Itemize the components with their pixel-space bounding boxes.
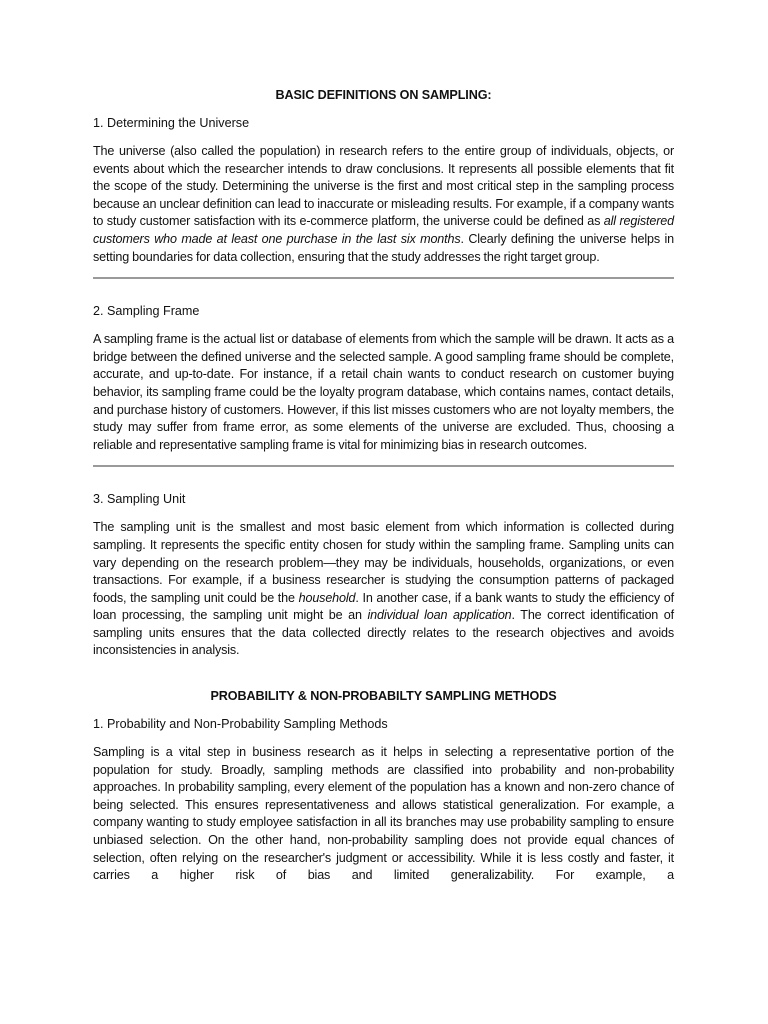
section-title-sampling-methods: PROBABILITY & NON-PROBABILTY SAMPLING METHODS [210,689,557,704]
paragraph-text: The sampling unit is the smallest and most basic element from which information is collected during sampling. It represents the specific entity chosen for study within the sampling frame. Sampling units can vary depending on the research problem—they may be individuals, households, organizations, or even transactions. For example, if a business researcher is studying the consumption patterns of packaged foods, the sampling unit could be the [93,520,674,605]
paragraph-text: . The correct identification of sampling units ensures that the data collected directly relates to the research objectives and avoids inconsistencies in analysis. [93,608,674,658]
paragraph-emphasis: all registered customers who made at least one purchase in the last six months [93,214,674,246]
section-title-basic-definitions: BASIC DEFINITIONS ON SAMPLING: [275,88,492,102]
paragraph-text: . Clearly defining the universe helps in setting boundaries for data collection, ensuring that the study addresses the right target group. [93,231,675,264]
subheading-sampling-unit: 3. Sampling Unit [93,492,186,507]
paragraph-sampling-unit [93,519,674,660]
subheading-determining-universe: 1. Determining the Universe [93,116,250,130]
subheading-probability-methods: 1. Probability and Non-Probability Sampling Methods [93,717,388,732]
paragraph-probability-methods: Sampling is a vital step in business research as it helps in selecting a representative portion of the population for study. Broadly, sampling methods are classified into probability and non-probability approaches. In probability sampling, every element of the population has a known and non-zero chance of being selected. This ensures representativeness and allows statistical generalization. For example, a company wanting to study employee satisfaction in all its branches may use probability sampling to ensure unbiased selection. On the other hand, non-probability sampling does not provide equal chances of selection, often relying on the researcher's judgment or accessibility. While it is less costly and faster, it carries a higher risk of bias and limited generalizability. For example, a [93,745,674,883]
paragraph-emphasis: household [298,590,356,605]
paragraph-emphasis: individual loan application [367,608,512,623]
paragraph-determining-universe [93,143,674,266]
paragraph-sampling-frame: A sampling frame is the actual list or database of elements from which the sample will be drawn. It acts as a bridge between the defined universe and the selected sample. A good sampling frame should be complete, accurate, and up-to-date. For instance, if a retail chain wants to conduct research on customer buying behavior, its sampling frame could be the loyalty program database, which contains names, contact details, and purchase history of customers. However, if this list misses customers who are not loyalty members, the study may suffer from frame error, as some elements of the universe are excluded. Thus, choosing a reliable and representative sampling frame is vital for minimizing bias in research outcomes. [93,332,674,452]
subheading-sampling-frame: 2. Sampling Frame [93,304,200,319]
paragraph-text: . In another case, if a bank wants to study the efficiency of loan processing, the sampling unit might be an [93,590,674,623]
paragraph-text: The universe (also called the population) in research refers to the entire group of individuals, objects, or events about which the researcher intends to draw conclusions. It represents all possible elements that fit the scope of the study. Determining the universe is the first and most critical step in the sampling process because an unclear definition can lead to inaccurate or misleading results. For example, if a company wants to study customer satisfaction with its e-commerce platform, the universe could be defined as [93,144,674,229]
document-page [93,87,674,885]
